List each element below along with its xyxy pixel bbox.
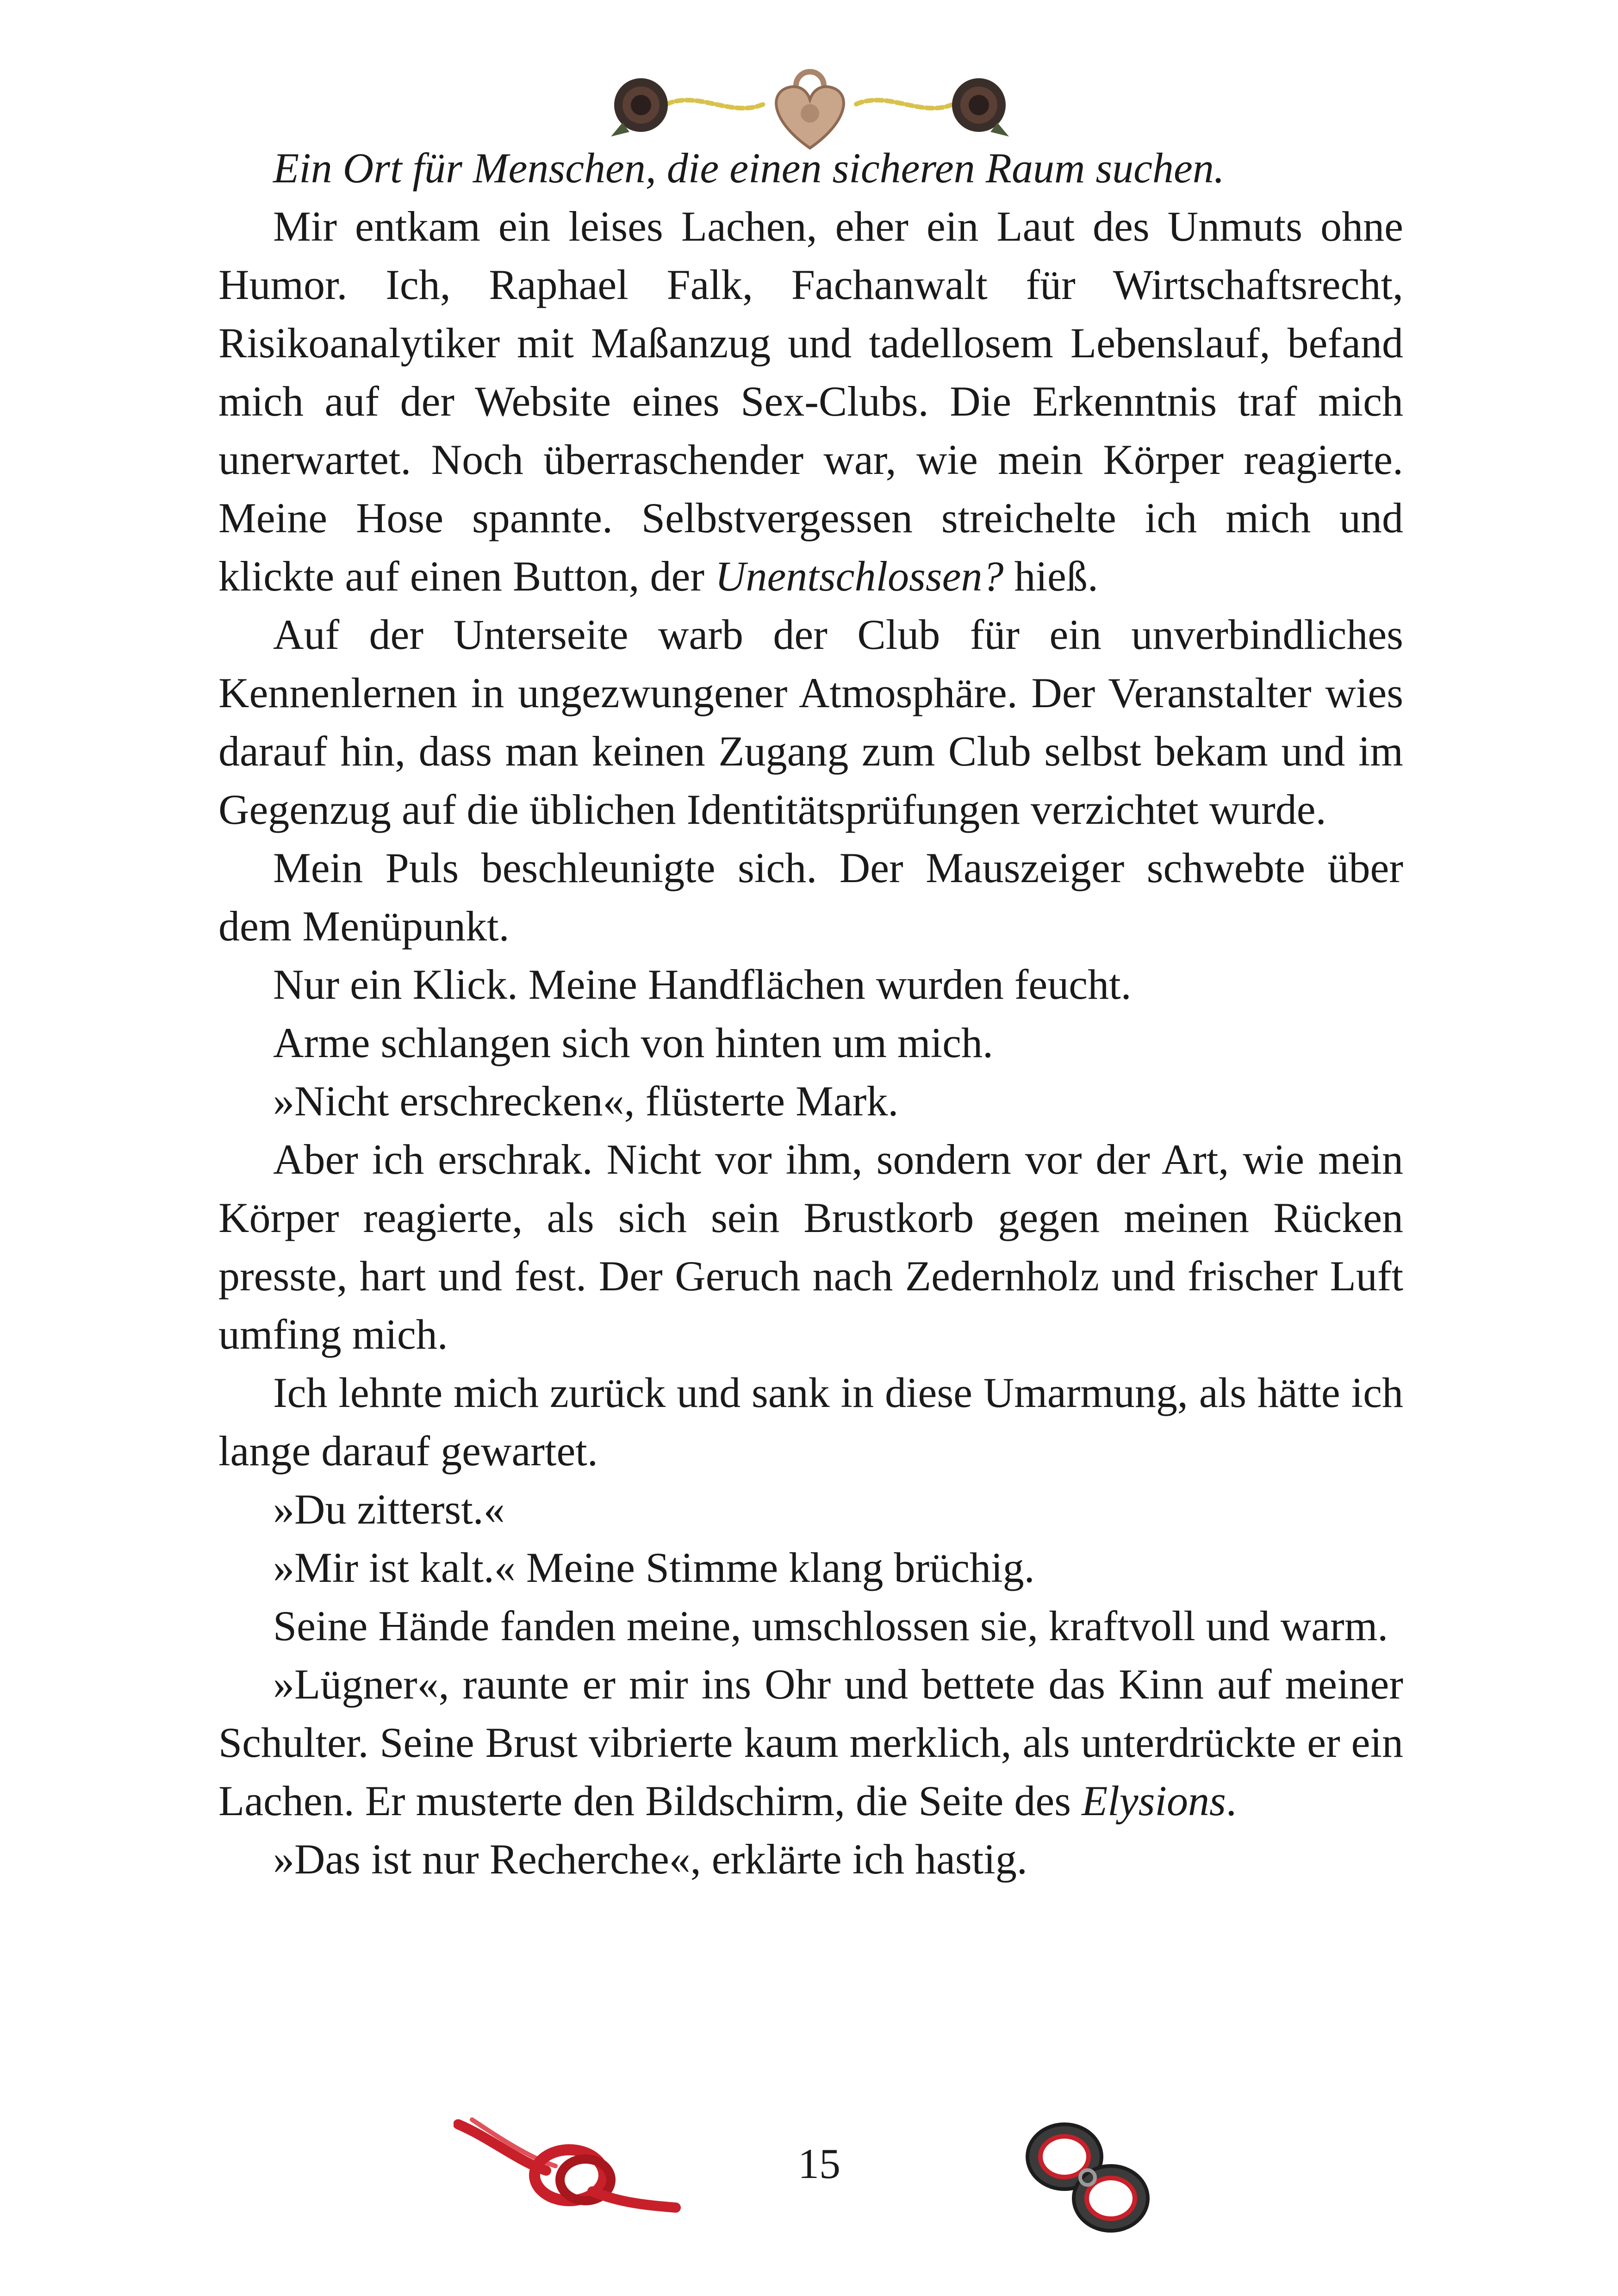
text-run: Nur ein Klick. Meine Handflächen wurden feucht. bbox=[273, 961, 1132, 1008]
text-run: Arme schlangen sich von hinten um mich. bbox=[273, 1019, 994, 1066]
italic-text: Ein Ort für Menschen, die einen sicheren Raum suchen. bbox=[273, 144, 1225, 192]
text-run: »Lügner«, raunte er mir ins Ohr und bettete das Kinn auf meiner Schulter. Seine Brust vibrierte kaum merklich, als unterdrückte er ein Lachen. Er musterte den Bildschirm, die Seite des bbox=[218, 1661, 1403, 1824]
page-number: 15 bbox=[798, 2140, 840, 2187]
paragraph bbox=[218, 1014, 1403, 1072]
text-run: Mein Puls beschleunigte sich. Der Mauszeiger schwebte über dem Menüpunkt. bbox=[218, 844, 1403, 950]
paragraph bbox=[218, 839, 1403, 955]
paragraph bbox=[218, 1072, 1403, 1130]
paragraph bbox=[218, 1597, 1403, 1655]
paragraph bbox=[218, 1538, 1403, 1597]
text-run: »Das ist nur Recherche«, erklärte ich hastig. bbox=[273, 1836, 1027, 1883]
heart-lock-icon bbox=[776, 72, 844, 148]
text-run: Ich lehnte mich zurück und sank in diese Umarmung, als hätte ich lange darauf gewartet. bbox=[218, 1369, 1403, 1475]
text-run: »Du zitterst.« bbox=[273, 1486, 505, 1533]
chain-left-icon bbox=[666, 100, 764, 108]
body-text bbox=[218, 139, 1403, 1888]
text-run: Mir entkam ein leises Lachen, eher ein Laut des Unmuts ohne Humor. Ich, Raphael Falk, Fachanwalt für Wirtschaftsrecht, Risikoanalytiker mit Maßanzug und tadellosem Lebenslauf, befand mich auf der Website eines Sex-Clubs. Die Erkenntnis traf mich unerwartet. Noch überraschender war, wie mein Körper reagierte. Meine Hose spannte. Selbstvergessen streichelte ich mich und klickte auf einen Button, der bbox=[218, 203, 1403, 600]
text-run: hieß. bbox=[1003, 553, 1098, 600]
red-rope-knot-icon bbox=[454, 2110, 685, 2221]
text-run: »Mir ist kalt.« Meine Stimme klang brüchig. bbox=[273, 1544, 1035, 1591]
paragraph bbox=[218, 1830, 1403, 1888]
text-run: . bbox=[1226, 1777, 1237, 1824]
italic-text: Elysions bbox=[1082, 1777, 1226, 1824]
rose-right-icon bbox=[952, 78, 1009, 137]
paragraph bbox=[218, 197, 1403, 605]
paragraph bbox=[218, 139, 1403, 197]
paragraph bbox=[218, 605, 1403, 839]
leather-cuffs-icon bbox=[1014, 2097, 1162, 2245]
italic-text: Unentschlossen? bbox=[715, 553, 1004, 600]
rose-left-icon bbox=[611, 78, 668, 137]
paragraph bbox=[218, 1130, 1403, 1363]
paragraph bbox=[218, 1655, 1403, 1830]
chain-right-icon bbox=[856, 100, 953, 108]
paragraph bbox=[218, 1363, 1403, 1480]
paragraph bbox=[218, 955, 1403, 1014]
paragraph bbox=[218, 1480, 1403, 1538]
text-run: Seine Hände fanden meine, umschlossen sie, kraftvoll und warm. bbox=[273, 1602, 1388, 1649]
text-run: Auf der Unterseite warb der Club für ein unverbindliches Kennenlernen in ungezwungener Atmosphäre. Der Veranstalter wies darauf hin, dass man keinen Zugang zum Club selbst bekam und im Gegenzug auf die üblichen Identitätsprüfungen verzichtet wurde. bbox=[218, 611, 1403, 833]
text-run: Aber ich erschrak. Nicht vor ihm, sondern vor der Art, wie mein Körper reagierte, als sich sein Brustkorb gegen meinen Rücken presste, hart und fest. Der Geruch nach Zedernholz und frischer Luft umfing mich. bbox=[218, 1136, 1403, 1358]
text-run: »Nicht erschrecken«, flüsterte Mark. bbox=[273, 1077, 899, 1125]
